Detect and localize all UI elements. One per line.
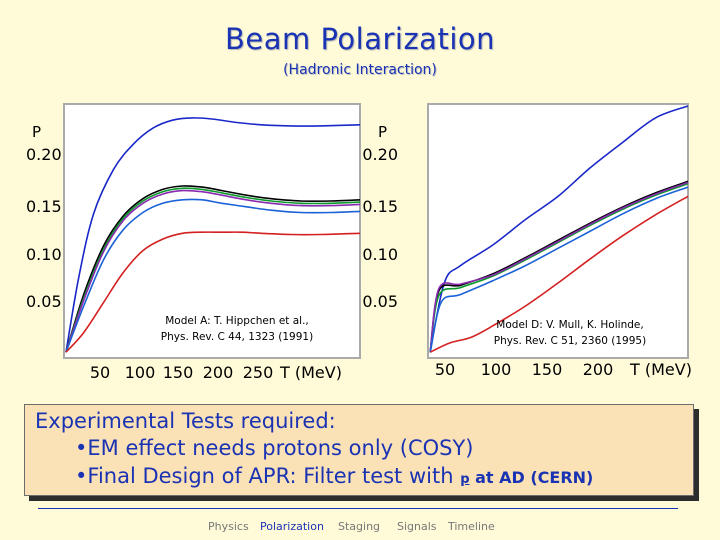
box-bullet-final-design bbox=[75, 464, 593, 488]
plot-2-xtick: 100 bbox=[480, 360, 512, 379]
nav-physics[interactable]: Physics bbox=[208, 520, 249, 533]
plot-1-model-note: Model A: T. Hippchen et al., bbox=[165, 315, 309, 327]
plot-2-model-note: Phys. Rev. C 51, 2360 (1995) bbox=[493, 335, 647, 347]
plot-2-model-note: Model D: V. Mull, K. Holinde, bbox=[496, 319, 644, 331]
experimental-tests-box bbox=[24, 404, 694, 496]
plot-1-xtick: 150 bbox=[162, 363, 194, 382]
plot-2-ytick: 0.05 bbox=[362, 292, 398, 311]
plot-1-xtick: 250 bbox=[242, 363, 274, 382]
plot-2-xtick: 200 bbox=[582, 360, 614, 379]
plot-1-xtick: 100 bbox=[124, 363, 156, 382]
plot-1-ylabel: P bbox=[32, 123, 42, 141]
plot-1-xtick: 50 bbox=[89, 363, 111, 382]
plot-1-ytick: 0.10 bbox=[26, 245, 62, 264]
nav-staging[interactable]: Staging bbox=[338, 520, 381, 533]
plot-2-xtick: 150 bbox=[531, 360, 563, 379]
plot-2-ytick: 0.10 bbox=[362, 245, 398, 264]
plot-1-xtick: 200 bbox=[202, 363, 234, 382]
box-bullet-em-effect: •EM effect needs protons only (COSY) bbox=[75, 436, 474, 460]
plot-1-ytick: 0.05 bbox=[26, 292, 62, 311]
footer-separator bbox=[38, 508, 678, 509]
antiproton-symbol: p bbox=[460, 472, 470, 487]
plot-2-ylabel: P bbox=[378, 123, 388, 141]
plot-1-ytick: 0.15 bbox=[26, 197, 62, 216]
slide-subtitle: (Hadronic Interaction) bbox=[283, 62, 437, 78]
plot-1-xlabel: T (MeV) bbox=[280, 363, 342, 382]
plot-2-ytick: 0.20 bbox=[362, 145, 398, 164]
plot-1-ytick: 0.20 bbox=[26, 145, 62, 164]
plot-2-xlabel: T (MeV) bbox=[630, 360, 692, 379]
nav-polarization[interactable]: Polarization bbox=[260, 520, 324, 533]
box-heading: Experimental Tests required: bbox=[35, 409, 336, 433]
cern-ad-text: at AD (CERN) bbox=[469, 468, 594, 487]
plot-1-model-note: Phys. Rev. C 44, 1323 (1991) bbox=[160, 331, 314, 343]
plot-2-ytick: 0.15 bbox=[362, 197, 398, 216]
slide-title: Beam Polarization bbox=[224, 22, 496, 56]
box-bullet-final-design-text: •Final Design of APR: Filter test with bbox=[75, 464, 461, 488]
nav-signals[interactable]: Signals bbox=[397, 520, 437, 533]
nav-timeline[interactable]: Timeline bbox=[448, 520, 495, 533]
plot-2-xtick: 50 bbox=[434, 360, 456, 379]
